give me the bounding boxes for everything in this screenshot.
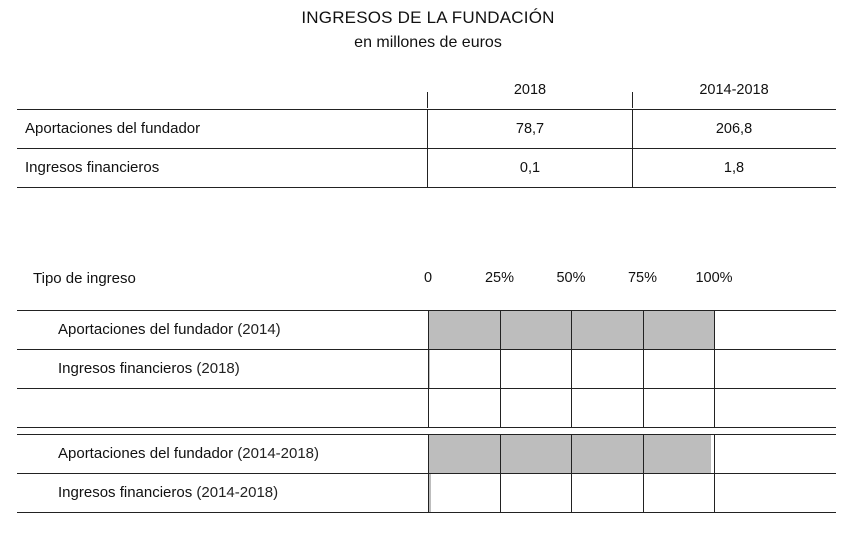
x-tick-label: 100%	[695, 270, 733, 286]
chart-row-name: Ingresos financieros	[58, 484, 197, 501]
chart-gridline	[500, 310, 501, 427]
chart-row-qualifier: (2018)	[196, 360, 240, 377]
chart-row-rule	[17, 388, 836, 389]
table-cell: 206,8	[715, 121, 753, 137]
table-row-label: Aportaciones del fundador	[25, 120, 201, 137]
table-header-divider	[632, 92, 633, 108]
chart-row-rule	[17, 310, 836, 311]
chart-row-label	[58, 445, 319, 462]
table-cell: 1,8	[723, 160, 745, 176]
table-cell: 0,1	[519, 160, 541, 176]
table-cell: 78,7	[515, 121, 545, 137]
chart-row-header: Tipo de ingreso	[33, 270, 136, 287]
page-subtitle: en millones de euros	[354, 34, 502, 51]
chart-row-rule	[17, 473, 836, 474]
table-col-header-2014-2018: 2014-2018	[699, 82, 769, 98]
x-tick-label: 75%	[627, 270, 658, 286]
chart-row-name: Ingresos financieros	[58, 360, 197, 377]
chart-row-qualifier: (2014)	[237, 321, 281, 338]
chart-bar	[428, 435, 711, 473]
chart-row-rule	[17, 434, 836, 435]
chart-row-name: Aportaciones del fundador	[58, 445, 238, 462]
chart-gridline	[643, 310, 644, 427]
chart-gridline	[571, 310, 572, 427]
chart-gridline	[428, 310, 429, 427]
x-tick-label: 50%	[556, 270, 586, 286]
chart-gridline	[714, 310, 715, 427]
table-col-divider	[427, 109, 428, 187]
table-col-header-2018: 2018	[513, 82, 547, 98]
chart-row-label	[58, 321, 281, 338]
table-header-divider	[427, 92, 428, 108]
table-col-divider	[632, 109, 633, 187]
page-title: INGRESOS DE LA FUNDACIÓN	[301, 8, 555, 27]
table-row-label: Ingresos financieros	[25, 159, 160, 176]
chart-row-label	[58, 484, 278, 501]
x-tick-label: 0	[423, 270, 433, 286]
chart-row-rule	[17, 349, 836, 350]
chart-row-qualifier: (2014-2018)	[196, 484, 279, 501]
chart-row-rule	[17, 512, 836, 513]
table-rule-bottom	[17, 187, 836, 188]
x-tick-label: 25%	[484, 270, 515, 286]
chart-row-label	[58, 360, 240, 377]
chart-row-name: Aportaciones del fundador	[58, 321, 238, 338]
chart-row-rule	[17, 427, 836, 428]
chart-row-qualifier: (2014-2018)	[237, 445, 320, 462]
